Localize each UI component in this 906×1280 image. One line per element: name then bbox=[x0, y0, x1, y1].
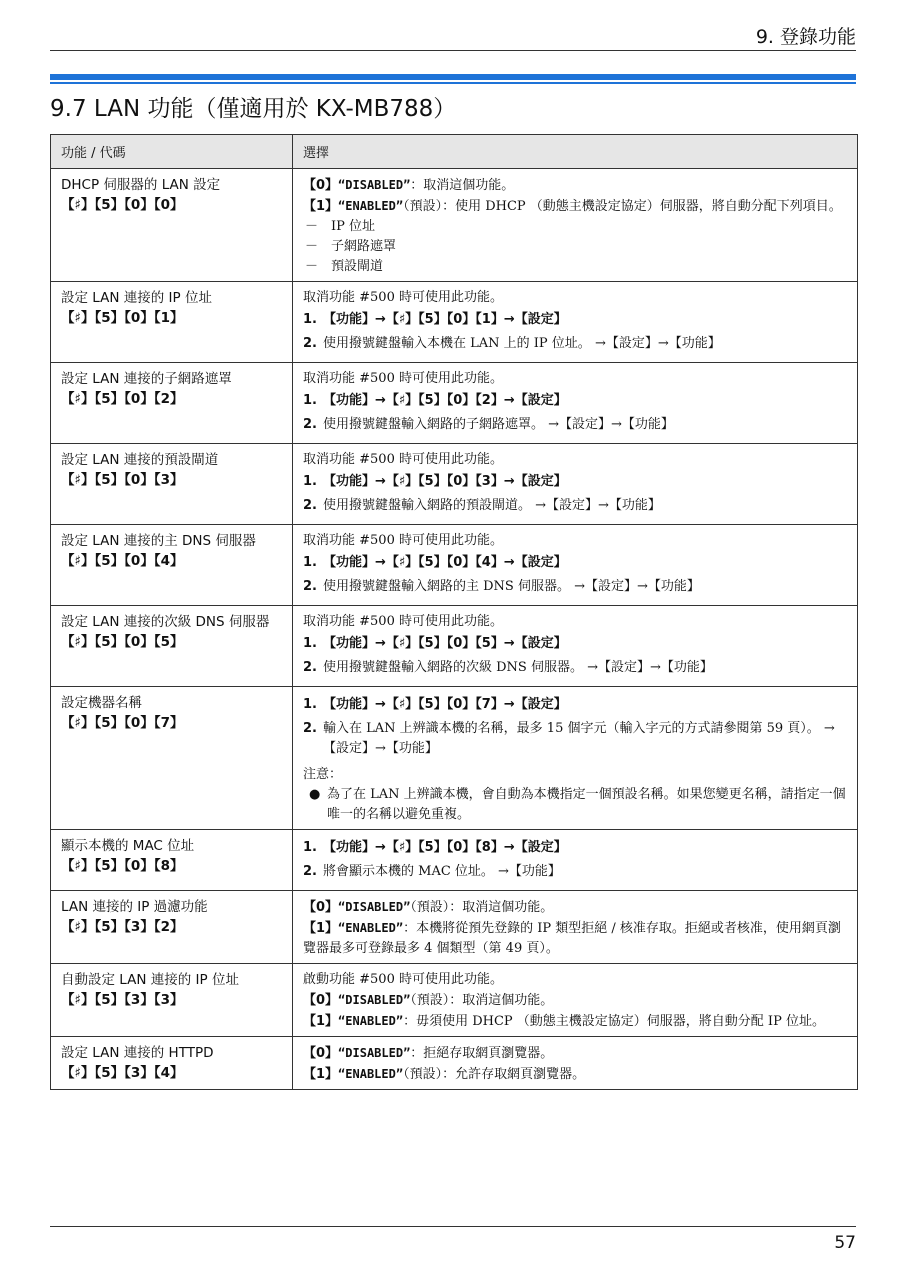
selection-cell bbox=[293, 363, 858, 444]
step-2: 2. 使用撥號鍵盤輸入網路的主 DNS 伺服器。 →【設定】→【功能】 bbox=[303, 579, 700, 594]
function-name: 設定 LAN 連接的主 DNS 伺服器 bbox=[61, 533, 256, 549]
function-cell bbox=[51, 363, 293, 444]
title-accent-bar bbox=[50, 74, 856, 85]
step-1: 1. 【功能】→【♯】【5】【0】【7】→【設定】 bbox=[303, 697, 567, 712]
option-enabled: 【1】“ENABLED”：本機將從預先登錄的 IP 類型拒絕 / 核准存取。拒絕或者核准，使用網頁瀏覽器最多可登錄最多 4 個類型（第 49 頁）。 bbox=[303, 921, 841, 956]
step-1: 1. 【功能】→【♯】【5】【0】【1】→【設定】 bbox=[303, 312, 567, 327]
intro-text: 取消功能 #500 時可使用此功能。 bbox=[303, 290, 503, 305]
step-2: 2. 使用撥號鍵盤輸入網路的子網路遮罩。 →【設定】→【功能】 bbox=[303, 417, 674, 432]
option-disabled: 【0】“DISABLED”（預設）：取消這個功能。 bbox=[303, 900, 554, 915]
function-name: DHCP 伺服器的 LAN 設定 bbox=[61, 177, 221, 193]
function-name: 設定 LAN 連接的子網路遮罩 bbox=[61, 371, 232, 387]
function-code: 【♯】【5】【0】【5】 bbox=[61, 634, 184, 650]
selection-cell bbox=[293, 444, 858, 525]
intro-text: 取消功能 #500 時可使用此功能。 bbox=[303, 371, 503, 386]
function-name: 設定 LAN 連接的次級 DNS 伺服器 bbox=[61, 614, 270, 630]
intro-text: 取消功能 #500 時可使用此功能。 bbox=[303, 533, 503, 548]
function-code: 【♯】【5】【3】【4】 bbox=[61, 1065, 184, 1081]
function-name: 設定機器名稱 bbox=[61, 695, 142, 711]
function-name: 設定 LAN 連接的 IP 位址 bbox=[61, 290, 212, 306]
option-disabled: 【0】“DISABLED”（預設）：取消這個功能。 bbox=[303, 993, 554, 1008]
note-item: ● 為了在 LAN 上辨識本機，會自動為本機指定一個預設名稱。如果您變更名稱，請指定一個唯一的名稱以避免重複。 bbox=[303, 785, 848, 825]
step-1: 1. 【功能】→【♯】【5】【0】【2】→【設定】 bbox=[303, 393, 567, 408]
list-item: － IP 位址 bbox=[305, 219, 376, 234]
option-enabled: 【1】“ENABLED”：毋須使用 DHCP （動態主機設定協定）伺服器，將自動分配 IP 位址。 bbox=[303, 1014, 825, 1029]
function-cell bbox=[51, 891, 293, 964]
step-1: 1. 【功能】→【♯】【5】【0】【3】→【設定】 bbox=[303, 474, 567, 489]
function-code: 【♯】【5】【0】【3】 bbox=[61, 472, 184, 488]
option-enabled: 【1】“ENABLED”（預設）：允許存取網頁瀏覽器。 bbox=[303, 1067, 586, 1082]
selection-cell bbox=[293, 169, 858, 282]
function-cell bbox=[51, 1037, 293, 1090]
bullet-icon: ● bbox=[309, 787, 321, 802]
intro-text: 取消功能 #500 時可使用此功能。 bbox=[303, 452, 503, 467]
footer-divider bbox=[50, 1226, 856, 1227]
selection-cell bbox=[293, 606, 858, 687]
table-row bbox=[51, 891, 858, 964]
option-enabled: 【1】“ENABLED”（預設）：使用 DHCP （動態主機設定協定）伺服器，將自動分配下列項目。 bbox=[303, 199, 842, 214]
step-2: 2. 輸入在 LAN 上辨識本機的名稱，最多 15 個字元（輸入字元的方式請參閱第 59 頁）。 →【設定】→【功能】 bbox=[303, 721, 835, 756]
function-cell bbox=[51, 169, 293, 282]
header-divider bbox=[50, 50, 856, 51]
step-1: 1. 【功能】→【♯】【5】【0】【8】→【設定】 bbox=[303, 840, 567, 855]
function-code: 【♯】【5】【0】【1】 bbox=[61, 310, 184, 326]
option-disabled: 【0】“DISABLED”：拒絕存取網頁瀏覽器。 bbox=[303, 1046, 554, 1061]
function-cell bbox=[51, 606, 293, 687]
function-name: 設定 LAN 連接的預設閘道 bbox=[61, 452, 219, 468]
table-row bbox=[51, 525, 858, 606]
table-row bbox=[51, 1037, 858, 1090]
page-number: 57 bbox=[834, 1233, 856, 1253]
function-name: 顯示本機的 MAC 位址 bbox=[61, 838, 195, 854]
function-name: 自動設定 LAN 連接的 IP 位址 bbox=[61, 972, 239, 988]
page-title: 9.7 LAN 功能（僅適用於 KX-MB788） bbox=[50, 96, 457, 122]
function-code: 【♯】【5】【0】【0】 bbox=[61, 197, 184, 213]
table-row bbox=[51, 282, 858, 363]
option-disabled: 【0】“DISABLED”：取消這個功能。 bbox=[303, 178, 515, 193]
table-row bbox=[51, 444, 858, 525]
selection-cell bbox=[293, 282, 858, 363]
step-1: 1. 【功能】→【♯】【5】【0】【4】→【設定】 bbox=[303, 555, 567, 570]
selection-cell bbox=[293, 687, 858, 830]
selection-cell bbox=[293, 964, 858, 1037]
function-cell bbox=[51, 830, 293, 891]
function-cell bbox=[51, 964, 293, 1037]
table-row bbox=[51, 169, 858, 282]
function-cell bbox=[51, 444, 293, 525]
selection-cell bbox=[293, 830, 858, 891]
step-1: 1. 【功能】→【♯】【5】【0】【5】→【設定】 bbox=[303, 636, 567, 651]
function-cell bbox=[51, 525, 293, 606]
table-header-row bbox=[51, 135, 858, 169]
function-name: 設定 LAN 連接的 HTTPD bbox=[61, 1045, 214, 1061]
step-2: 2. 使用撥號鍵盤輸入網路的預設閘道。 →【設定】→【功能】 bbox=[303, 498, 661, 513]
function-code: 【♯】【5】【0】【2】 bbox=[61, 391, 184, 407]
function-code: 【♯】【5】【0】【7】 bbox=[61, 715, 184, 731]
selection-cell bbox=[293, 525, 858, 606]
section-header: 9. 登錄功能 bbox=[755, 26, 856, 48]
step-2: 2. 將會顯示本機的 MAC 位址。 →【功能】 bbox=[303, 864, 561, 879]
list-item: － 子網路遮罩 bbox=[305, 239, 397, 254]
table-row bbox=[51, 687, 858, 830]
intro-text: 取消功能 #500 時可使用此功能。 bbox=[303, 614, 503, 629]
function-name: LAN 連接的 IP 過濾功能 bbox=[61, 899, 208, 915]
function-cell bbox=[51, 282, 293, 363]
note-label: 注意： bbox=[303, 767, 343, 782]
table-row bbox=[51, 964, 858, 1037]
list-item: － 預設閘道 bbox=[305, 259, 384, 274]
intro-text: 啟動功能 #500 時可使用此功能。 bbox=[303, 972, 503, 987]
function-code: 【♯】【5】【3】【2】 bbox=[61, 919, 184, 935]
function-code: 【♯】【5】【3】【3】 bbox=[61, 992, 184, 1008]
selection-cell bbox=[293, 1037, 858, 1090]
column-header-selection: 選擇 bbox=[293, 135, 858, 169]
table-row bbox=[51, 606, 858, 687]
function-cell bbox=[51, 687, 293, 830]
column-header-function: 功能 / 代碼 bbox=[51, 135, 293, 169]
step-2: 2. 使用撥號鍵盤輸入本機在 LAN 上的 IP 位址。 →【設定】→【功能】 bbox=[303, 336, 721, 351]
lan-function-table bbox=[50, 134, 858, 1090]
function-code: 【♯】【5】【0】【8】 bbox=[61, 858, 184, 874]
selection-cell bbox=[293, 891, 858, 964]
function-code: 【♯】【5】【0】【4】 bbox=[61, 553, 184, 569]
table-row bbox=[51, 830, 858, 891]
table-row bbox=[51, 363, 858, 444]
step-2: 2. 使用撥號鍵盤輸入網路的次級 DNS 伺服器。 →【設定】→【功能】 bbox=[303, 660, 713, 675]
